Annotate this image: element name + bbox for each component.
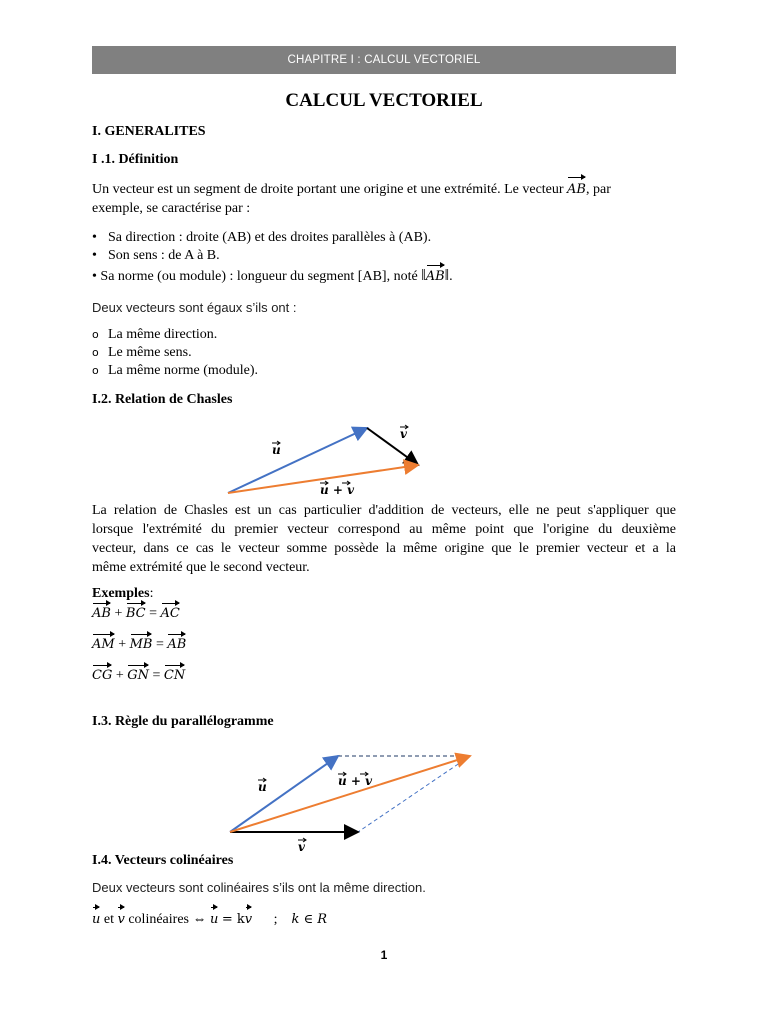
- list-item: o Le même sens.: [92, 345, 192, 360]
- definition-text-3: exemple, se caractérise par :: [92, 201, 251, 216]
- equal-conditions-list: [92, 326, 258, 380]
- list-item: • Sa norme (ou module) : longueur du segment [AB], noté ‖AB‖.: [92, 267, 453, 284]
- page-number: 1: [380, 948, 388, 962]
- subheading-colinear: I.4. Vecteurs colinéaires: [92, 853, 234, 868]
- dashed-right-edge: [358, 756, 470, 832]
- label-u: u: [258, 780, 267, 794]
- definition-paragraph: [92, 180, 676, 218]
- colinear-definition: Deux vecteurs sont colinéaires s’ils ont la même direction.: [92, 880, 426, 895]
- label-u-plus-v: u + v: [320, 483, 355, 497]
- examples-label: Exemples:: [92, 586, 154, 601]
- example-equation-3: CG + GN = CN: [92, 668, 186, 683]
- example-equation-1: AB + BC = AC: [92, 606, 180, 621]
- subheading-chasles: I.2. Relation de Chasles: [92, 392, 233, 407]
- label-u: u: [272, 443, 281, 457]
- list-item: • Son sens : de A à B.: [92, 248, 220, 263]
- subheading-definition: I .1. Définition: [92, 152, 179, 167]
- label-v: v: [400, 427, 407, 441]
- chasles-paragraph: [92, 501, 676, 577]
- page-title: CALCUL VECTORIEL: [285, 90, 483, 111]
- example-equation-2: AM + MB = AB: [92, 637, 187, 652]
- section-heading-generalites: I. GENERALITES: [92, 124, 206, 139]
- chapter-banner: CHAPITRE I : CALCUL VECTORIEL: [92, 46, 676, 74]
- list-item: o La même norme (module).: [92, 363, 259, 378]
- vector-ab: AB: [567, 182, 586, 197]
- definition-text-1: Un vecteur est un segment de droite portant une origine et une extrémité. Le vecteur: [92, 182, 568, 197]
- vector-properties-list: [92, 229, 453, 286]
- label-u-plus-v: u + v: [338, 774, 373, 788]
- vector-v-arrow: [367, 428, 418, 465]
- definition-text-2: , par: [586, 182, 611, 197]
- chasles-line: La relation de Chasles est un cas particulier d'addition de vecteurs, elle ne peut s'appliquer que: [92, 503, 676, 518]
- chasles-line: même extrémité que le second vecteur.: [92, 560, 310, 575]
- label-v: v: [298, 840, 305, 854]
- list-item: • Sa direction : droite (AB) et des droites parallèles à (AB).: [92, 230, 432, 245]
- colinear-equation: u et v colinéaires ⇔ u = kv ; k ∈ R: [92, 912, 328, 927]
- vector-ab-norm: AB: [425, 269, 445, 284]
- equal-vectors-intro: Deux vecteurs sont égaux s’ils ont :: [92, 300, 297, 315]
- chasles-line: vecteur, dans ce cas le vecteur somme possède la même origine que le premier vecteur et a la: [92, 541, 676, 556]
- parallelogram-diagram: [220, 748, 480, 854]
- chasles-line: lorsque l'extrémité du premier vecteur correspond au même point que l'origine du deuxième: [92, 522, 676, 537]
- vector-u-arrow: [230, 756, 338, 832]
- vector-sum-arrow: [230, 756, 470, 832]
- subheading-parallelogram: I.3. Règle du parallélogramme: [92, 714, 274, 729]
- chasles-diagram: [220, 420, 430, 502]
- list-item: o La même direction.: [92, 327, 218, 342]
